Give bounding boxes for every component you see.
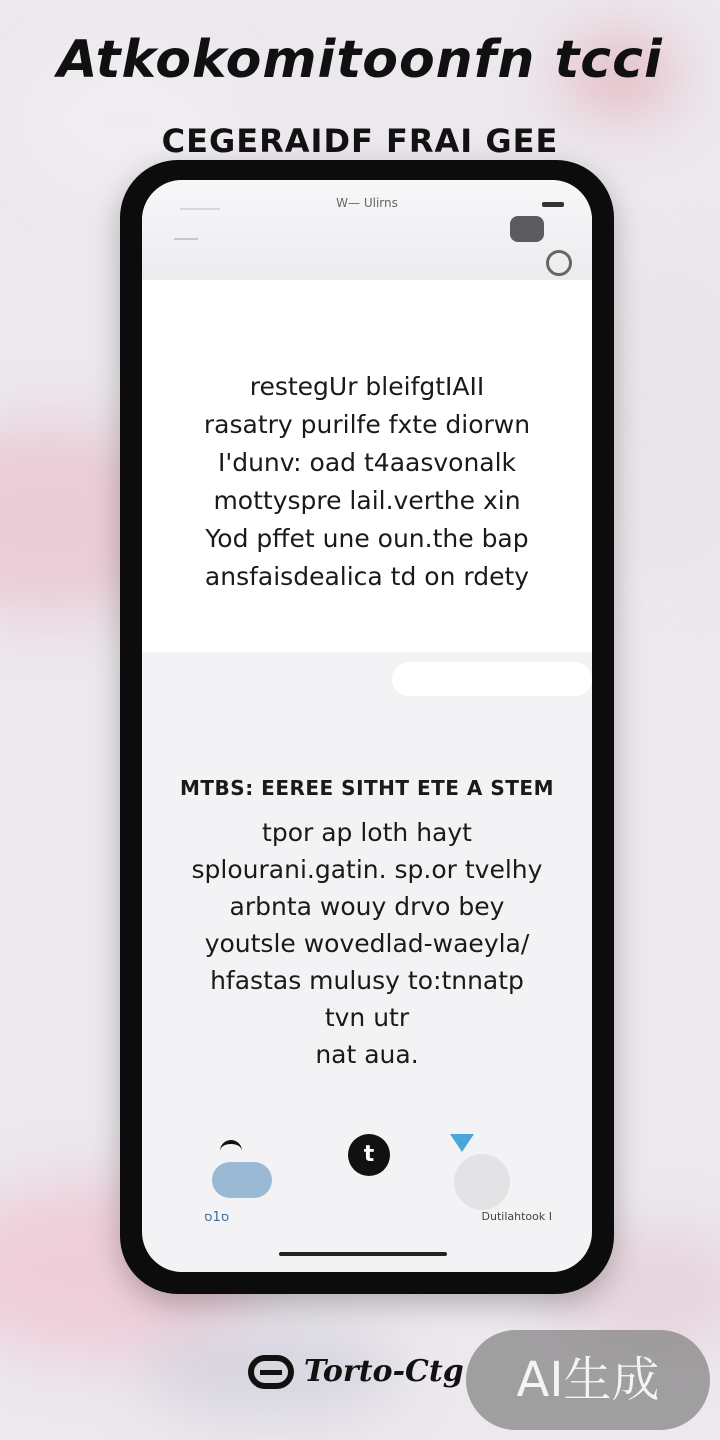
camera-icon[interactable] <box>510 216 544 242</box>
nav-profile-icon[interactable] <box>454 1154 510 1210</box>
paragraph-line: I'dunv: oad t4aasvonalk <box>217 448 517 477</box>
paragraph-line: mottyspre lail.verthe xin <box>213 486 521 515</box>
paragraph-line: tvn utr <box>324 1003 410 1032</box>
paragraph-line: ansfaisdealica td on rdety <box>204 562 530 591</box>
paragraph-line: youtsle wovedlad-waeyla/ <box>204 929 530 958</box>
nav-center-button[interactable]: t <box>348 1134 390 1176</box>
brand <box>248 1354 464 1389</box>
settings-icon[interactable] <box>546 250 572 276</box>
nav-flag-icon <box>450 1134 474 1152</box>
paragraph-line: tpor ap loth hayt <box>262 818 472 847</box>
status-title: W— Ulirns <box>336 196 398 210</box>
paragraph-line: restegUr bleifgtIAII <box>249 372 485 401</box>
bottom-nav <box>142 1132 592 1272</box>
body-paragraph <box>142 814 592 1073</box>
brand-name: Torto-Ctg <box>304 1354 464 1389</box>
nav-profile-label[interactable]: Dutilahtook I <box>481 1210 552 1223</box>
nav-home-icon[interactable] <box>212 1162 272 1198</box>
ai-generated-badge: AI生成 <box>466 1330 710 1430</box>
battery-icon <box>542 202 564 207</box>
paragraph-line: Yod pffet une oun.the bap <box>205 524 529 553</box>
menu-icon[interactable] <box>174 238 198 240</box>
status-bar <box>142 180 592 280</box>
paragraph-line: arbnta wouy drvo bey <box>229 892 505 921</box>
nav-home-label[interactable]: ס1ס <box>204 1210 230 1225</box>
phone-screen <box>142 180 592 1272</box>
paragraph-line: nat aua. <box>315 1040 419 1069</box>
home-indicator[interactable] <box>279 1252 447 1256</box>
paragraph-line: splourani.gatin. sp.or tvelhy <box>191 855 543 884</box>
phone-frame <box>120 160 614 1294</box>
intro-paragraph <box>142 368 592 596</box>
section-heading: MTBS: EEREE SITHT ETE A STEM <box>180 776 554 800</box>
nav-home-glyph-icon <box>220 1140 242 1162</box>
paragraph-line: rasatry purilfe fxte diorwn <box>203 410 531 439</box>
search-pill[interactable] <box>392 662 592 696</box>
brand-logo-icon <box>248 1355 294 1389</box>
paragraph-line: hfastas mulusy to:tnnatp <box>210 966 524 995</box>
subheadline: CEGERAIDF FRAI GEE <box>161 122 559 160</box>
headline: Atkokomitoonfn tcci <box>57 30 663 90</box>
